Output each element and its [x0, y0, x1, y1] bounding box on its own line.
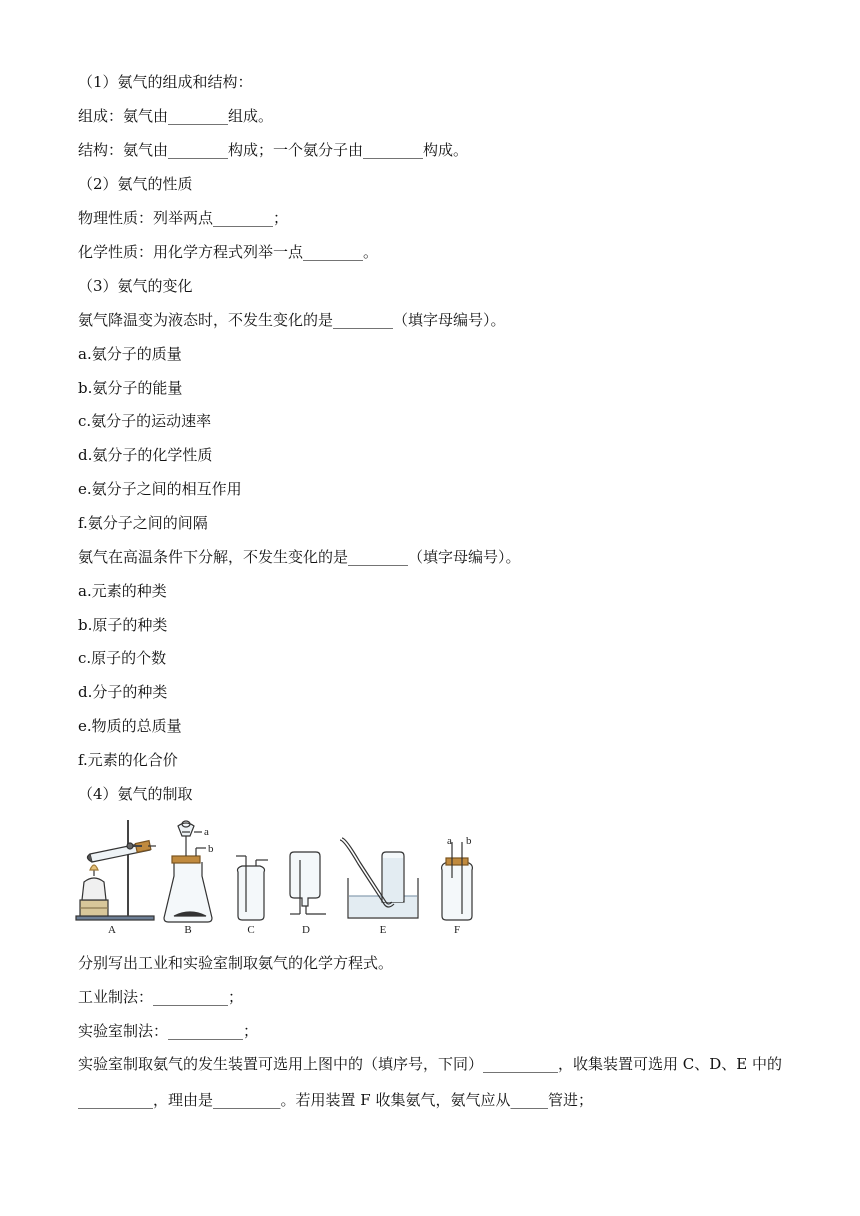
label-d: D — [302, 924, 310, 936]
label-b: B — [184, 924, 192, 936]
decomposition-option-b: b.原子的种类 — [78, 616, 168, 634]
q3-cooling-question: 氨气降温变为液态时，不发生变化的是________（填字母编号）。 — [78, 311, 506, 329]
cooling-option-b: b.氨分子的能量 — [78, 379, 183, 397]
label-f: F — [453, 924, 461, 936]
q2-chemical: 化学性质：用化学方程式列举一点________。 — [78, 243, 379, 261]
label-b-b: b — [208, 843, 214, 855]
decomposition-option-d: d.分子的种类 — [78, 683, 168, 701]
label-b-a: a — [204, 826, 209, 838]
cooling-option-e: e.氨分子之间的相互作用 — [78, 480, 242, 498]
q2-physical: 物理性质：列举两点________； — [78, 209, 289, 227]
q3-heading: （3）氨气的变化 — [78, 277, 193, 295]
q3-decomposition-question: 氨气在高温条件下分解，不发生变化的是________（填字母编号）。 — [78, 548, 521, 566]
apparatus-a — [76, 820, 156, 920]
decomposition-option-a: a.元素的种类 — [78, 582, 167, 600]
label-f-b: b — [466, 835, 472, 847]
label-a: A — [108, 924, 116, 936]
q4-final-question: 实验室制取氨气的发生装置可选用上图中的（填序号，下同）__________，收集装置可选用 C、D、E 中的__________，理由是_________。若用装置 F 收集氨气，氨气应从_____管进； — [78, 1055, 782, 1109]
cooling-option-f: f.氨分子之间的间隔 — [78, 514, 208, 532]
apparatus-c — [236, 856, 268, 920]
cooling-option-a: a.氨分子的质量 — [78, 345, 182, 363]
q1-heading: （1）氨气的组成和结构： — [78, 73, 253, 91]
q4-heading: （4）氨气的制取 — [78, 785, 193, 803]
q1-composition: 组成：氨气由________组成。 — [78, 107, 274, 125]
apparatus-e — [340, 838, 418, 918]
label-f-a: a — [447, 835, 452, 847]
q1-structure: 结构：氨气由________构成；一个氨分子由________构成。 — [78, 141, 469, 159]
q4-laboratory: 实验室制法：__________； — [78, 1022, 259, 1040]
q4-instruction: 分别写出工业和实验室制取氨气的化学方程式。 — [78, 954, 394, 972]
cooling-option-c: c.氨分子的运动速率 — [78, 412, 212, 430]
cooling-option-d: d.氨分子的化学性质 — [78, 446, 213, 464]
apparatus-d — [290, 852, 326, 914]
apparatus-figure — [70, 816, 490, 936]
apparatus-f — [442, 842, 473, 920]
decomposition-option-e: e.物质的总质量 — [78, 717, 182, 735]
decomposition-option-c: c.原子的个数 — [78, 649, 167, 667]
label-e: E — [379, 924, 387, 936]
label-c: C — [247, 924, 255, 936]
decomposition-option-f: f.元素的化合价 — [78, 751, 178, 769]
q4-industrial: 工业制法：__________； — [78, 988, 244, 1006]
q2-heading: （2）氨气的性质 — [78, 175, 193, 193]
